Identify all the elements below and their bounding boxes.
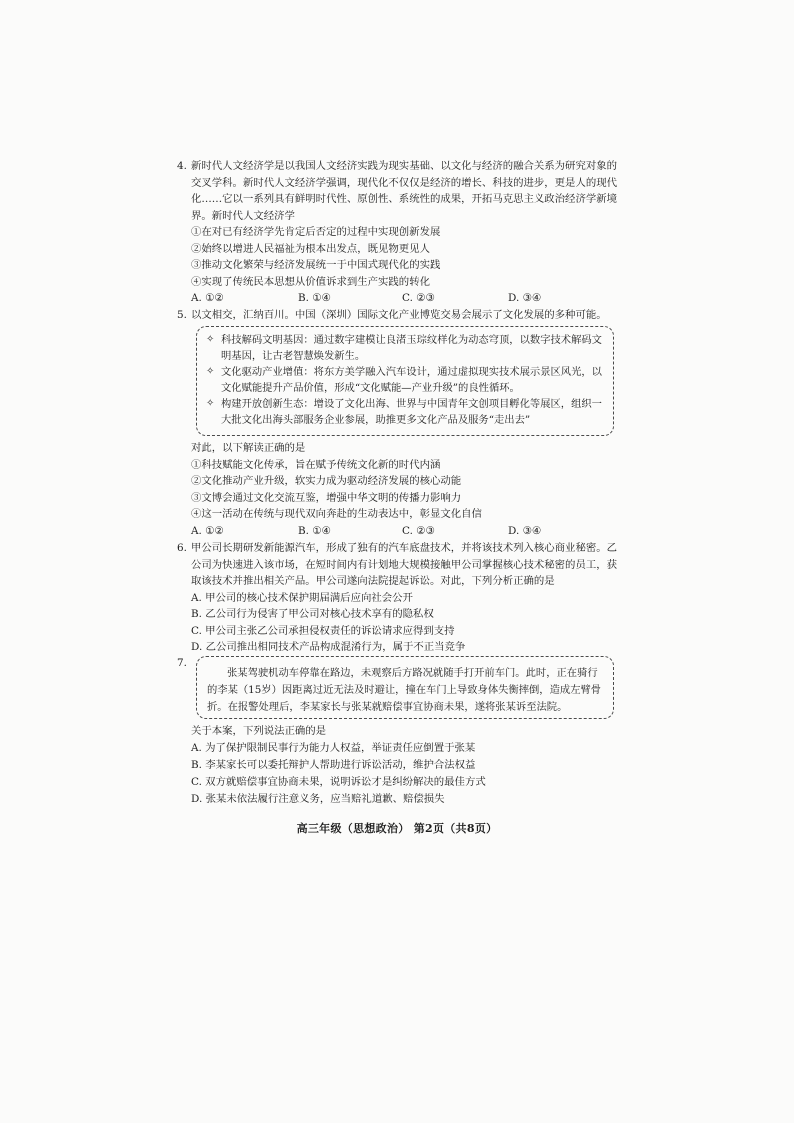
option-b: B. ①④: [298, 524, 331, 537]
stem-line: 化……它以一系列具有鲜明时代性、原创性、系统性的成果，开拓马克思主义政治经济学新境: [191, 193, 618, 205]
star-bullet-icon: ✧: [206, 334, 215, 345]
question-5: [177, 307, 627, 324]
q7-material-box: [196, 656, 614, 719]
question-prompt: 对此，以下解读正确的是: [191, 442, 306, 454]
option-c: C. 双方就赔偿事宜协商未果，说明诉讼才是纠纷解决的最佳方式: [191, 775, 486, 788]
option-a: A. 甲公司的核心技术保护期届满后应向社会公开: [191, 591, 413, 604]
question-number: 7.: [177, 657, 187, 669]
option-c: C. ②③: [402, 292, 435, 304]
material-line: 明基因，让古老智慧焕发新生。: [221, 350, 366, 362]
page-footer: 高三年级（思想政治） 第2页（共8页）: [296, 822, 498, 835]
option-c: C. ②③: [402, 524, 435, 537]
statement: ②始终以增进人民福祉为根本出发点，既见物更见人: [191, 242, 430, 255]
statement: ②文化推动产业升级，软实力成为驱动经济发展的核心动能: [191, 475, 462, 487]
material-item: [197, 332, 613, 364]
question-number: 6.: [177, 542, 187, 554]
statement: ③文博会通过文化交流互鉴，增强中华文明的传播力影响力: [191, 491, 462, 504]
question-number: 4.: [177, 160, 187, 172]
option-a: A. 为了保护限制民事行为能力人权益，举证责任应倒置于张某: [191, 741, 476, 754]
material-line: 的李某（15岁）因距离过近无法及时避让，撞在车门上导致身体失衡摔倒，造成左臂骨: [207, 684, 602, 696]
stem-line: 交叉学科。新时代人文经济学强调，现代化不仅仅是经济的增长、科技的进步，更是人的现代: [191, 176, 618, 189]
stem-line: 界。新时代人文经济学: [191, 209, 295, 222]
statement: ④实现了传统民本思想从价值诉求到生产实践的转化: [191, 275, 430, 288]
stem-line: 取该技术并推出相关产品。甲公司遂向法院提起诉讼。对此，下列分析正确的是: [191, 575, 555, 587]
option-d: D. 张某未依法履行注意义务，应当赔礼道歉、赔偿损失: [191, 792, 445, 805]
option-b: B. ①④: [298, 292, 331, 304]
star-bullet-icon: ✧: [206, 366, 215, 377]
stem-line: 甲公司长期研发新能源汽车，形成了独有的汽车底盘技术，并将该技术列入核心商业秘密。乙: [191, 542, 618, 554]
question-7-choices: [177, 723, 627, 807]
material-line: 科技解码文明基因：通过数字建模让良渚玉琮纹样化为动态穹顶，以数字技术解码文: [221, 334, 602, 346]
question-4: [177, 158, 627, 307]
question-6: [177, 540, 627, 656]
option-a: A. ①②: [191, 524, 224, 537]
question-number: 5.: [177, 309, 187, 321]
question-5-choices: [177, 440, 627, 539]
star-bullet-icon: ✧: [206, 398, 215, 409]
option-b: B. 乙公司行为侵害了甲公司对核心技术享有的隐私权: [191, 608, 434, 620]
option-d: D. ③④: [508, 292, 542, 304]
stem-line: 以文相交，汇纳百川。中国（深圳）国际文化产业博览交易会展示了文化发展的多种可能。: [191, 309, 607, 321]
statement: ①在对已有经济学先肯定后否定的过程中实现创新发展: [191, 226, 441, 238]
material-line: 大批文化出海头部服务企业参展，助推更多文化产品及服务“走出去”: [221, 414, 531, 426]
material-line: 张某驾驶机动车停靠在路边，未观察后方路况就随手打开前车门。此时，正在骑行: [227, 667, 598, 679]
answer-options: [191, 290, 627, 307]
material-item: [197, 364, 613, 396]
option-c: C. 甲公司主张乙公司承担侵权责任的诉讼请求应得到支持: [191, 624, 455, 637]
option-a: A. ①②: [191, 292, 224, 304]
statement: ④这一活动在传统与现代双向奔赴的生动表达中，彰显文化自信: [191, 508, 482, 520]
material-line: 构建开放创新生态：增设了文化出海、世界与中国青年文创项目孵化等展区，组织一: [221, 398, 602, 410]
material-line: 折。在报警处理后，李某家长与张某就赔偿事宜协商未果，遂将张某诉至法院。: [207, 701, 568, 713]
stem-line: 新时代人文经济学是以我国人文经济实践为现实基础、以文化与经济的融合关系为研究对象的: [191, 160, 618, 172]
statement: ①科技赋能文化传承，旨在赋予传统文化新的时代内涵: [191, 458, 441, 471]
material-line: 文化驱动产业增值：将东方美学融入汽车设计，通过虚拟现实技术展示景区风光，以: [221, 366, 602, 378]
option-d: D. ③④: [508, 524, 542, 537]
option-d: D. 乙公司推出相同技术产品构成混淆行为，属于不正当竞争: [191, 641, 466, 653]
option-b: B. 李某家长可以委托辩护人帮助进行诉讼活动，维护合法权益: [191, 758, 476, 771]
material-item: [197, 396, 613, 428]
answer-options: [191, 523, 627, 540]
material-line: 文化赋能提升产品价值，形成“文化赋能—产业升级”的良性循环。: [221, 382, 520, 394]
stem-line: 公司为快速进入该市场，在短时间内有计划地大规模接触甲公司掌握核心技术秘密的员工，获: [191, 558, 618, 571]
question-prompt: 关于本案，下列说法正确的是: [191, 725, 327, 737]
q5-material-box: [196, 326, 614, 436]
statement: ③推动文化繁荣与经济发展统一于中国式现代化的实践: [191, 259, 441, 271]
